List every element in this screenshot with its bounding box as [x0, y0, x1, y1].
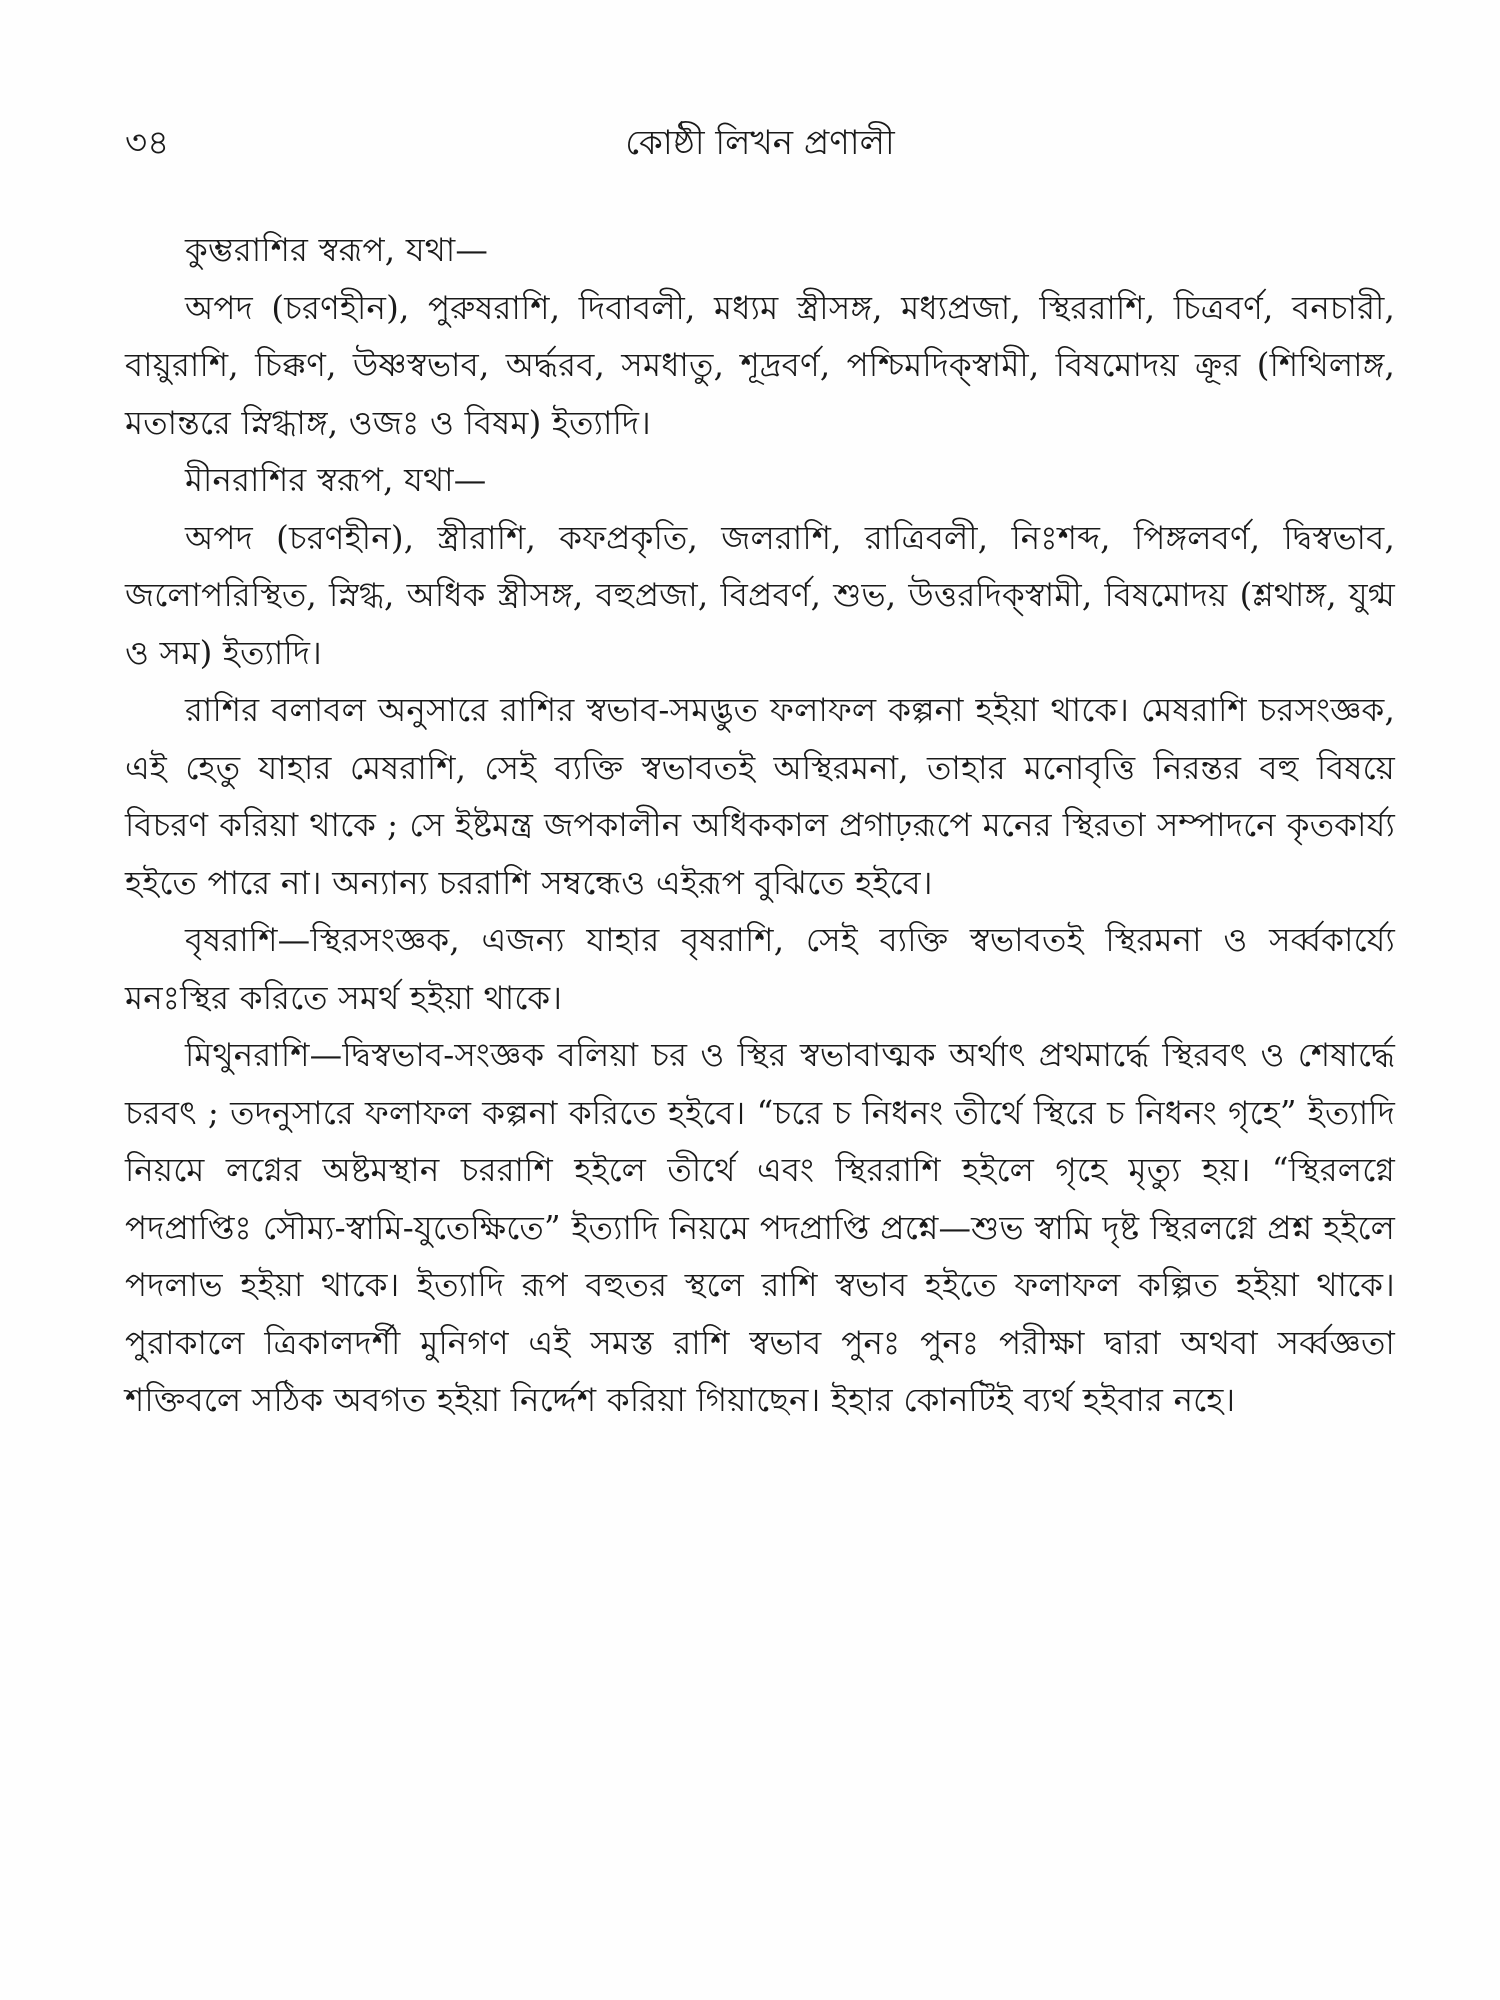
running-title: কোষ্ঠী লিখন প্রণালী	[625, 123, 895, 163]
aquarius-heading: কুম্ভরাশির স্বরূপ, যথা—	[185, 231, 489, 269]
running-head	[125, 118, 1395, 168]
aquarius-description: অপদ (চরণহীন), পুরুষরাশি, দিবাবলী, মধ্যম স্ত্রীসঙ্গ, মধ্যপ্রজা, স্থিররাশি, চিত্রবর্ণ, বনচারী, বায়ুরাশি, চিক্কণ, উষ্ণস্বভাব, অর্দ্ধরব, সমধাতু, শূদ্রবর্ণ, পশ্চিমদিক্‌স্বামী, বিষমোদয় ক্রূর (শিথিলাঙ্গ, মতান্তরে স্নিগ্ধাঙ্গ, ওজঃ ও বিষম) ইত্যাদি।	[125, 288, 1395, 442]
aries-paragraph: রাশির বলাবল অনুসারে রাশির স্বভাব-সমদ্ভুত ফলাফল কল্পনা হইয়া থাকে। মেষরাশি চরসংজ্ঞক, এই হেতু যাহার মেষরাশি, সেই ব্যক্তি স্বভাবতই অস্থিরমনা, তাহার মনোবৃত্তি নিরন্তর বহু বিষয়ে বিচরণ করিয়া থাকে ; সে ইষ্টমন্ত্র জপকালীন অধিককাল প্রগাঢ়রূপে মনের স্থিরতা সম্পাদনে কৃতকার্য্য হইতে পারে না। অন্যান্য চররাশি সম্বন্ধেও এইরূপ বুঝিতে হইবে।	[125, 691, 1395, 902]
pisces-heading: মীনরাশির স্বরূপ, যথা—	[185, 461, 487, 499]
body-text	[125, 222, 1395, 1430]
page-number: ৩৪	[125, 123, 170, 163]
pisces-description: অপদ (চরণহীন), স্ত্রীরাশি, কফপ্রকৃতি, জলরাশি, রাত্রিবলী, নিঃশব্দ, পিঙ্গলবর্ণ, দ্বিস্বভাব, জলোপরিস্থিত, স্নিগ্ধ, অধিক স্ত্রীসঙ্গ, বহুপ্রজা, বিপ্রবর্ণ, শুভ, উত্তরদিক্‌স্বামী, বিষমোদয় (শ্লথাঙ্গ, যুগ্ম ও সম) ইত্যাদি।	[125, 518, 1395, 672]
taurus-paragraph: বৃষরাশি—স্থিরসংজ্ঞক, এজন্য যাহার বৃষরাশি, সেই ব্যক্তি স্বভাবতই স্থিরমনা ও সর্ব্বকার্য্যে মনঃস্থির করিতে সমর্থ হইয়া থাকে।	[125, 921, 1395, 1017]
gemini-paragraph: মিথুনরাশি—দ্বিস্বভাব-সংজ্ঞক বলিয়া চর ও স্থির স্বভাবাত্মক অর্থাৎ প্রথমার্দ্ধে স্থিরবৎ ও শেষার্দ্ধে চরবৎ ; তদনুসারে ফলাফল কল্পনা করিতে হইবে। “চরে চ নিধনং তীর্থে স্থিরে চ নিধনং গৃহে” ইত্যাদি নিয়মে লগ্নের অষ্টমস্থান চররাশি হইলে তীর্থে এবং স্থিররাশি হইলে গৃহে মৃত্যু হয়। “স্থিরলগ্নে পদপ্রাপ্তিঃ সৌম্য-স্বামি-যুতেক্ষিতে” ইত্যাদি নিয়মে পদপ্রাপ্তি প্রশ্নে—শুভ স্বামি দৃষ্ট স্থিরলগ্নে প্রশ্ন হইলে পদলাভ হইয়া থাকে। ইত্যাদি রূপ বহুতর স্থলে রাশি স্বভাব হইতে ফলাফল কল্পিত হইয়া থাকে। পুরাকালে ত্রিকালদর্শী মুনিগণ এই সমস্ত রাশি স্বভাব পুনঃ পুনঃ পরীক্ষা দ্বারা অথবা সর্ব্বজ্ঞতা শক্তিবলে সঠিক অবগত হইয়া নির্দ্দেশ করিয়া গিয়াছেন। ইহার কোনটিই ব্যর্থ হইবার নহে।	[125, 1036, 1395, 1419]
